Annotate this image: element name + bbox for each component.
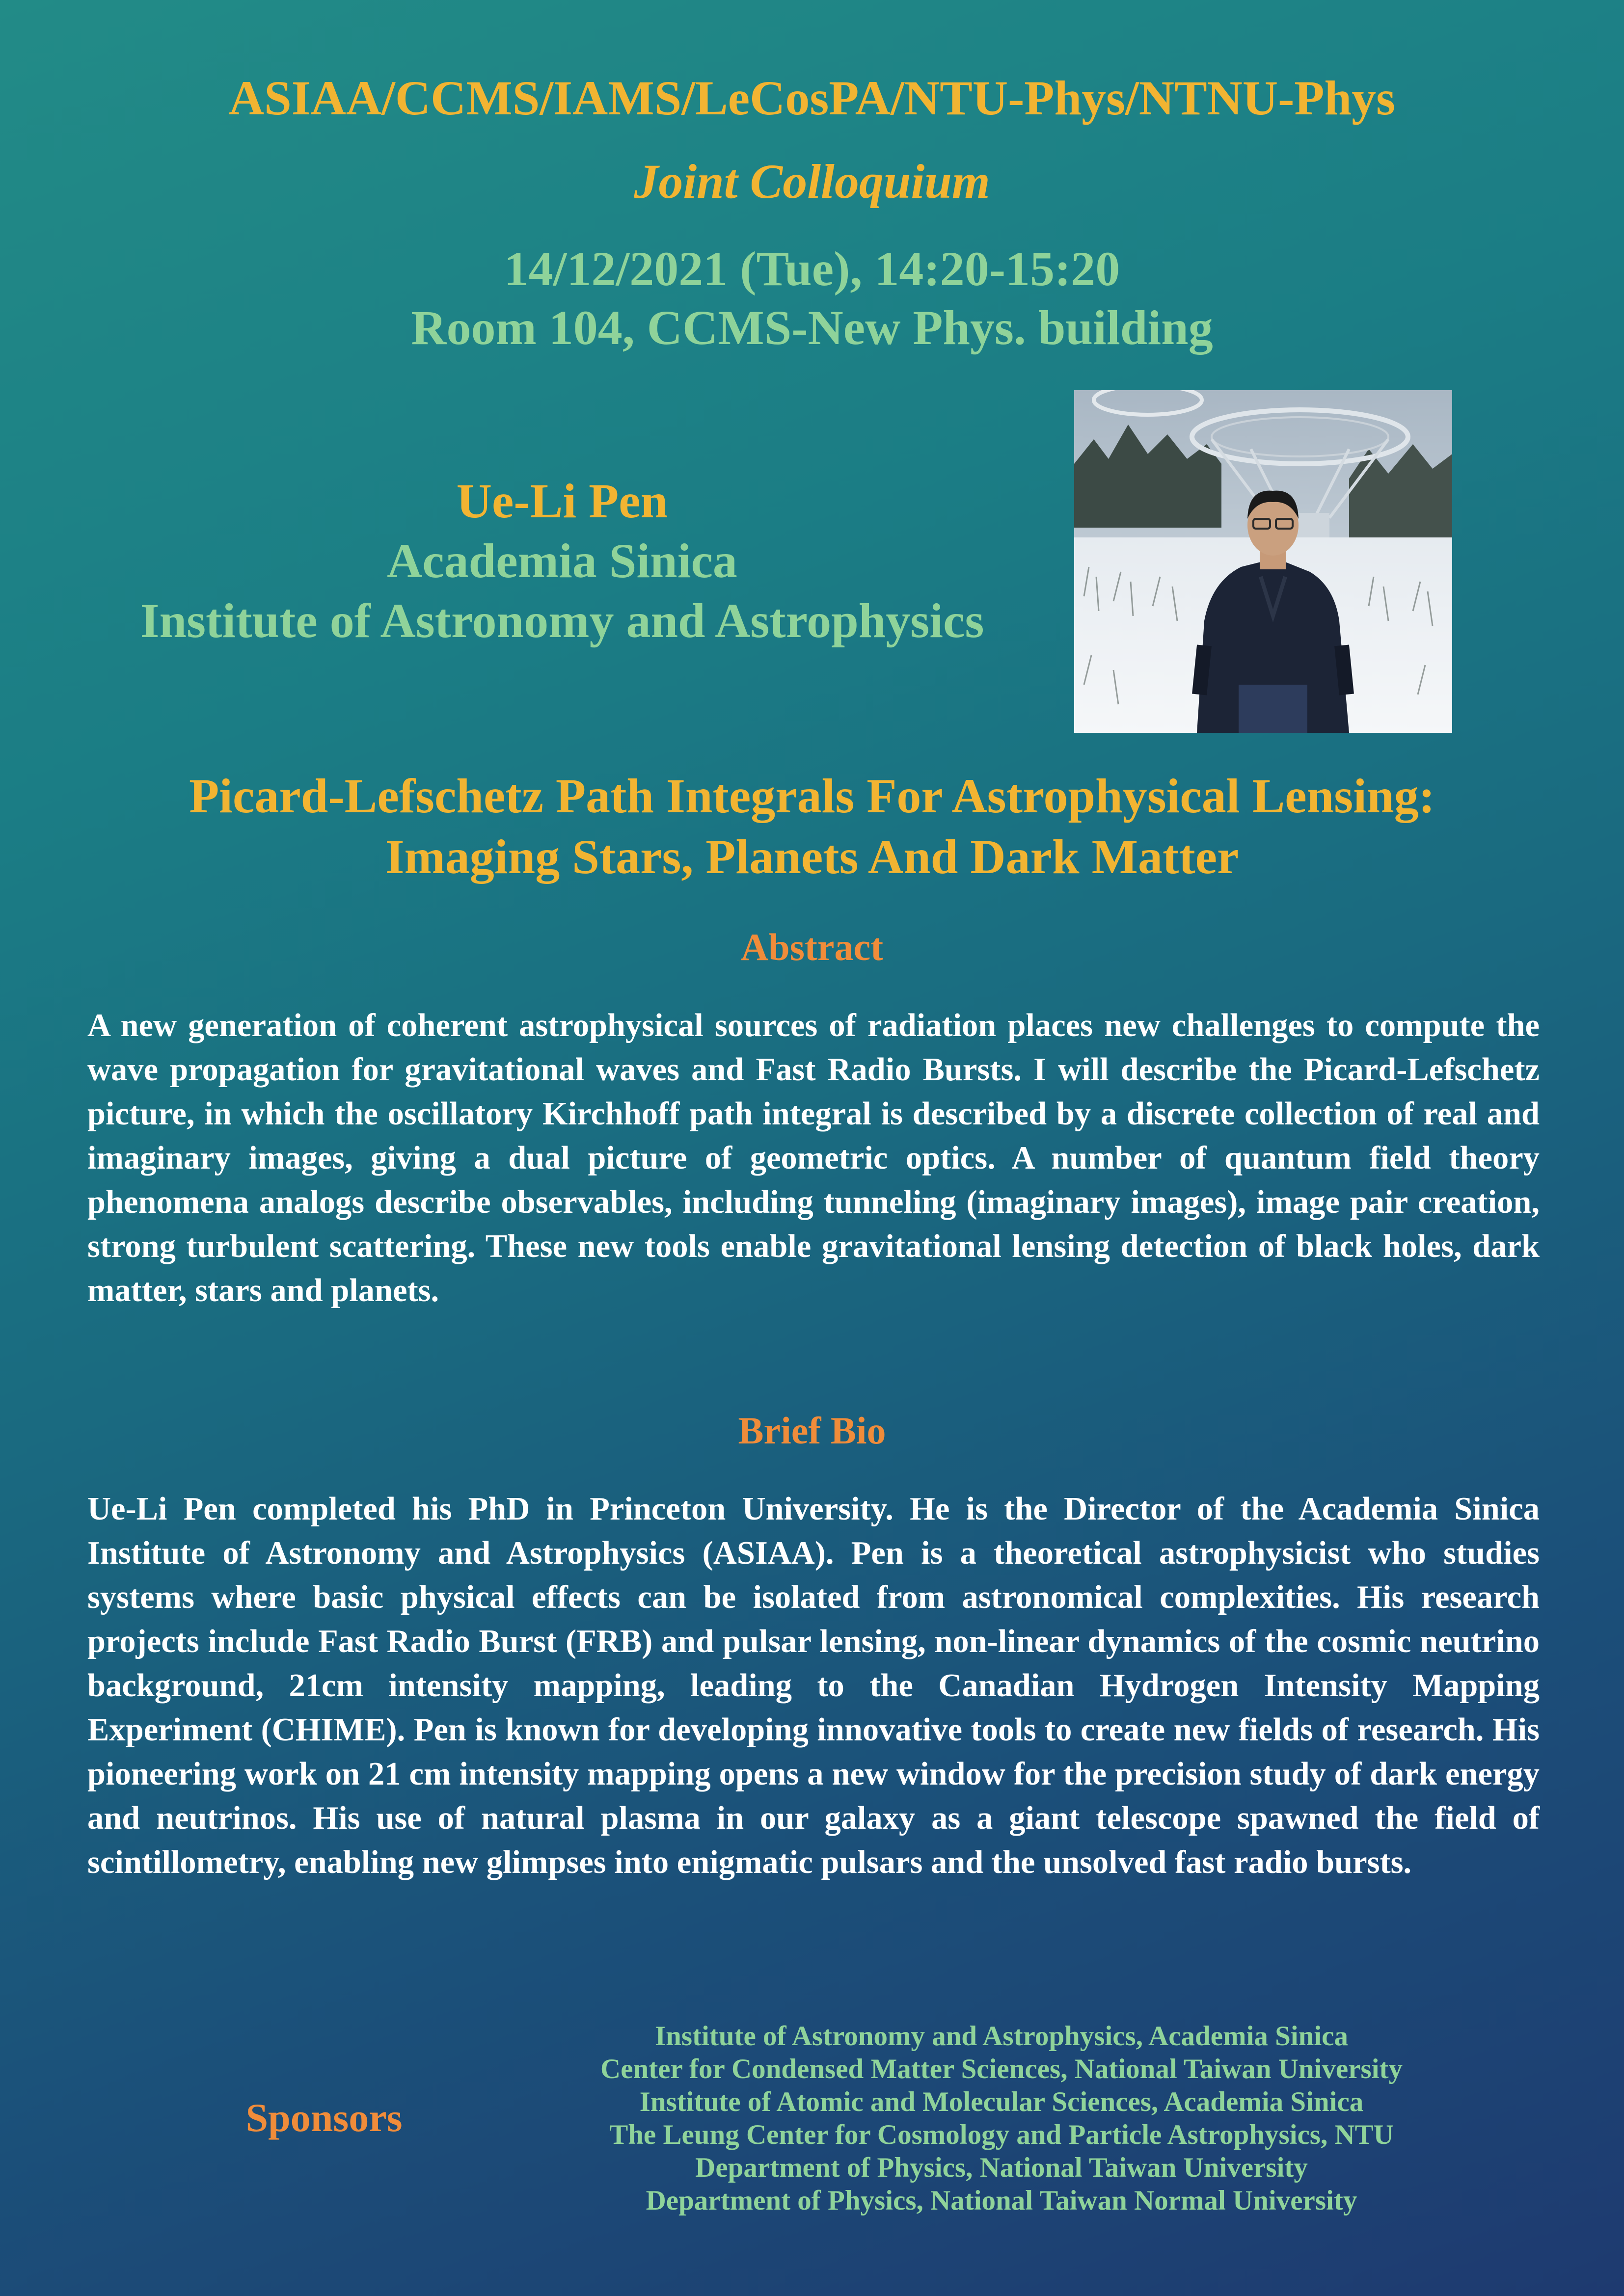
organizers-line: ASIAA/CCMS/IAMS/LeCosPA/NTU-Phys/NTNU-Phys <box>228 71 1396 125</box>
talk-title-line2: Imaging Stars, Planets And Dark Matter <box>385 829 1239 884</box>
speaker-affiliation-line2: Institute of Astronomy and Astrophysics <box>140 593 984 648</box>
sponsor-list <box>501 2020 1502 2217</box>
sponsor-item: Center for Condensed Matter Sciences, National Taiwan University <box>600 2054 1403 2084</box>
speaker-affiliation-line1: Academia Sinica <box>387 534 737 588</box>
event-datetime: 14/12/2021 (Tue), 14:20-15:20 <box>504 241 1120 296</box>
event-subtitle: Joint Colloquium <box>634 154 990 209</box>
sponsors-label: Sponsors <box>245 2095 403 2140</box>
abstract-heading: Abstract <box>740 926 884 968</box>
speaker-photo <box>1074 390 1452 733</box>
bio-text: Ue-Li Pen completed his PhD in Princeton University. He is the Director of the Academia Sinica Institute of Astronomy and Astrophysics (ASIAA). Pen is a theoretical astrophysicist who studies systems where basic physical effects can be isolated from astronomical complexities. His research projects include Fast Radio Burst (FRB) and pulsar lensing, non-linear dynamics of the cosmic neutrino background, 21cm intensity mapping, leading to the Canadian Hydrogen Intensity Mapping Experiment (CHIME). Pen is known for developing innovative tools to create new fields of research. His pioneering work on 21 cm intensity mapping opens a new window for the precision study of dark energy and neutrinos. His use of natural plasma in our galaxy as a giant telescope spawned the field of scintillometry, enabling new glimpses into enigmatic pulsars and the unsolved fast radio bursts. <box>87 1491 1540 1880</box>
sponsor-item: The Leung Center for Cosmology and Particle Astrophysics, NTU <box>609 2119 1394 2150</box>
sponsor-item: Institute of Astronomy and Astrophysics, Academia Sinica <box>655 2021 1348 2052</box>
sponsor-item: Department of Physics, National Taiwan Normal University <box>646 2185 1357 2216</box>
event-room: Room 104, CCMS-New Phys. building <box>411 300 1213 355</box>
talk-title-line1: Picard-Lefschetz Path Integrals For Astrophysical Lensing: <box>189 769 1435 823</box>
sponsor-item: Institute of Atomic and Molecular Sciences, Academia Sinica <box>639 2086 1364 2117</box>
abstract-text: A new generation of coherent astrophysical sources of radiation places new challenges to compute the wave propagation for gravitational waves and Fast Radio Bursts. I will describe the Picard-Lefschetz picture, in which the oscillatory Kirchhoff path integral is described by a discrete collection of real and imaginary images, giving a dual picture of geometric optics. A number of quantum field theory phenomena analogs describe observables, including tunneling (imaginary images), image pair creation, strong turbulent scattering. These new tools enable gravitational lensing detection of black holes, dark matter, stars and planets. <box>87 1008 1540 1308</box>
bio-heading: Brief Bio <box>738 1409 886 1452</box>
sponsor-item: Department of Physics, National Taiwan University <box>695 2152 1308 2183</box>
speaker-name: Ue-Li Pen <box>456 474 668 528</box>
speaker-block <box>49 471 1075 651</box>
